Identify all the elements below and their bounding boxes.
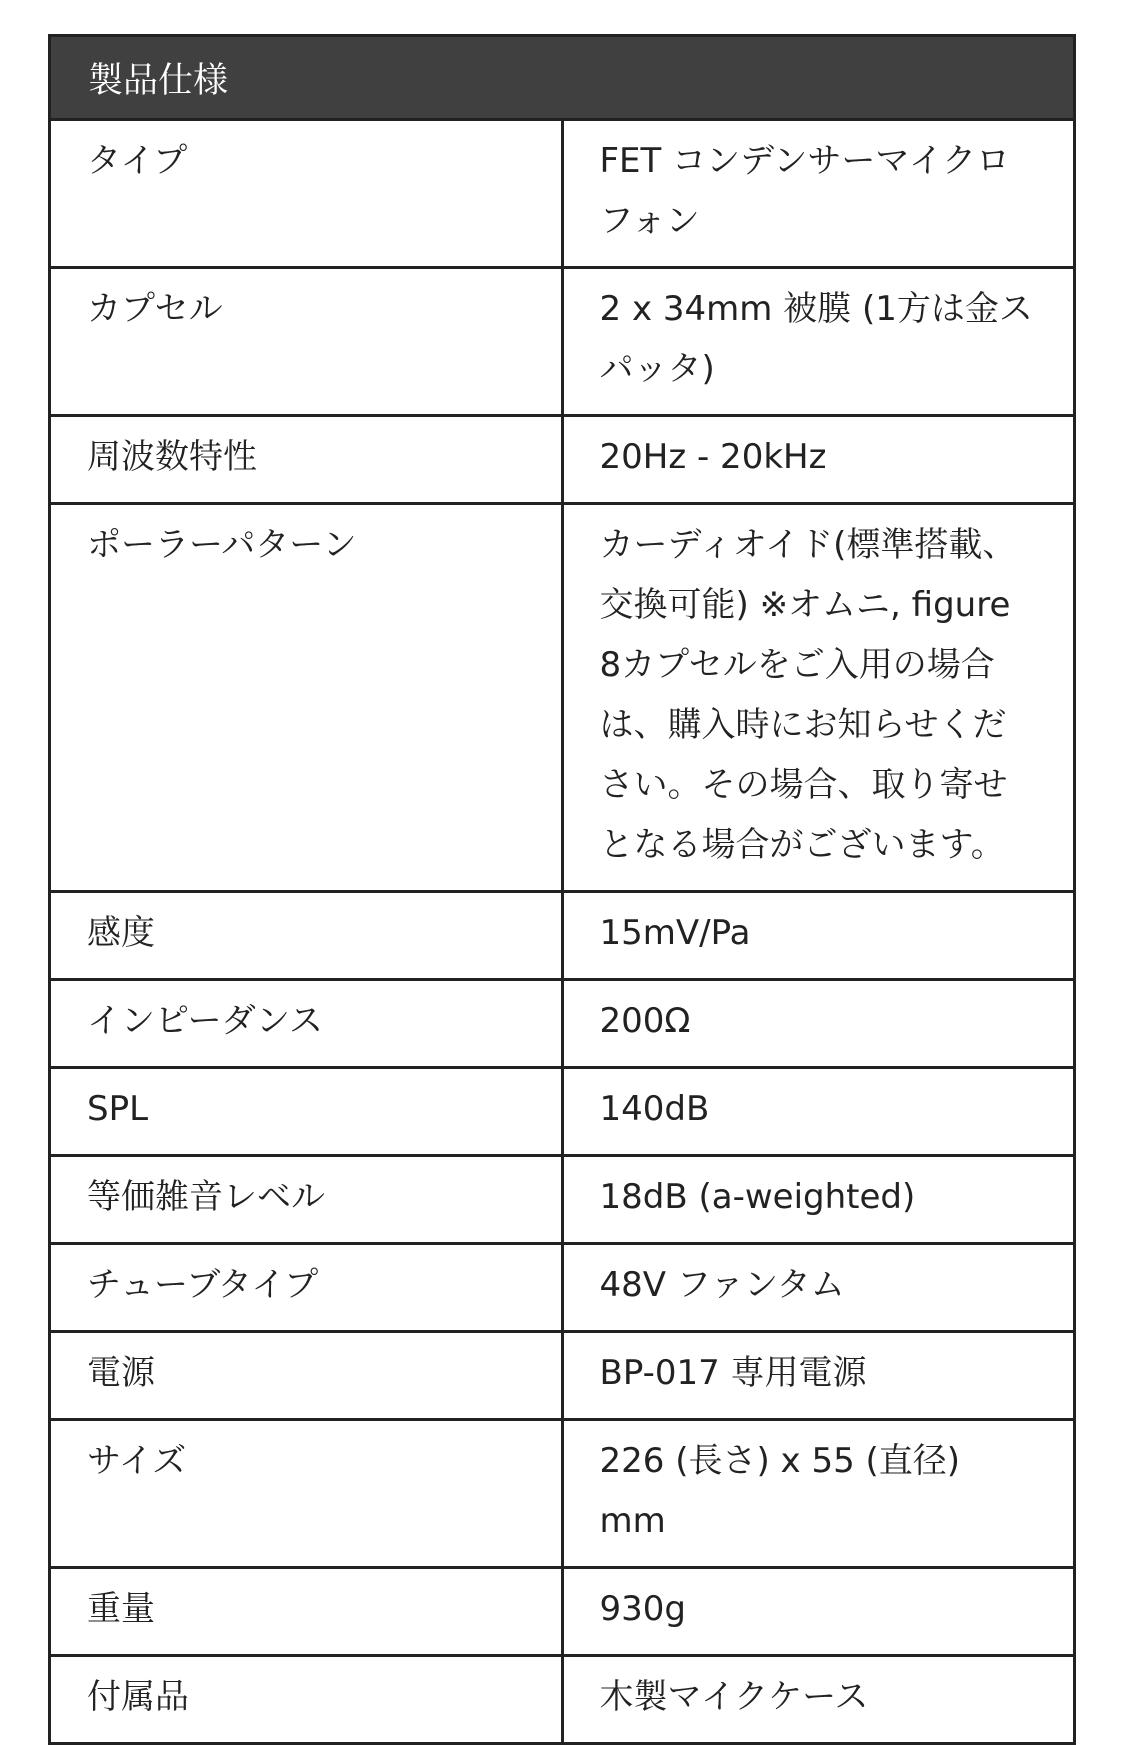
spec-label: タイプ bbox=[50, 120, 563, 268]
spec-row bbox=[50, 1420, 1075, 1568]
spec-value: 48V ファンタム bbox=[562, 1244, 1075, 1332]
spec-value: 18dB (a-weighted) bbox=[562, 1156, 1075, 1244]
spec-value: 226 (長さ) x 55 (直径) mm bbox=[562, 1420, 1075, 1568]
spec-table-body bbox=[50, 120, 1075, 1744]
spec-row bbox=[50, 268, 1075, 416]
spec-label: 付属品 bbox=[50, 1656, 563, 1744]
spec-value: 930g bbox=[562, 1568, 1075, 1656]
spec-row bbox=[50, 1332, 1075, 1420]
spec-row bbox=[50, 892, 1075, 980]
spec-label: カプセル bbox=[50, 268, 563, 416]
spec-row bbox=[50, 416, 1075, 504]
spec-label: チューブタイプ bbox=[50, 1244, 563, 1332]
spec-label: サイズ bbox=[50, 1420, 563, 1568]
spec-label: インピーダンス bbox=[50, 980, 563, 1068]
spec-label: 等価雑音レベル bbox=[50, 1156, 563, 1244]
spec-value: 200Ω bbox=[562, 980, 1075, 1068]
spec-row bbox=[50, 1656, 1075, 1744]
spec-value: カーディオイド(標準搭載、交換可能) ※オムニ, figure 8カプセルをご入用の場合は、購入時にお知らせください。その場合、取り寄せとなる場合がございます。 bbox=[562, 504, 1075, 892]
spec-value: 15mV/Pa bbox=[562, 892, 1075, 980]
spec-row bbox=[50, 1156, 1075, 1244]
spec-value: FET コンデンサーマイクロフォン bbox=[562, 120, 1075, 268]
spec-row bbox=[50, 1244, 1075, 1332]
spec-label: 感度 bbox=[50, 892, 563, 980]
spec-value: 140dB bbox=[562, 1068, 1075, 1156]
spec-table-header-row bbox=[50, 36, 1075, 120]
spec-label: 重量 bbox=[50, 1568, 563, 1656]
spec-table bbox=[48, 34, 1076, 1745]
spec-row bbox=[50, 120, 1075, 268]
spec-label: 電源 bbox=[50, 1332, 563, 1420]
spec-value: 20Hz - 20kHz bbox=[562, 416, 1075, 504]
spec-row bbox=[50, 504, 1075, 892]
spec-row bbox=[50, 1568, 1075, 1656]
spec-table-title: 製品仕様 bbox=[50, 36, 1075, 120]
spec-row bbox=[50, 980, 1075, 1068]
spec-label: SPL bbox=[50, 1068, 563, 1156]
spec-value: 木製マイクケース bbox=[562, 1656, 1075, 1744]
spec-value: 2 x 34mm 被膜 (1方は金スパッタ) bbox=[562, 268, 1075, 416]
spec-value: BP-017 専用電源 bbox=[562, 1332, 1075, 1420]
spec-label: ポーラーパターン bbox=[50, 504, 563, 892]
spec-row bbox=[50, 1068, 1075, 1156]
spec-label: 周波数特性 bbox=[50, 416, 563, 504]
